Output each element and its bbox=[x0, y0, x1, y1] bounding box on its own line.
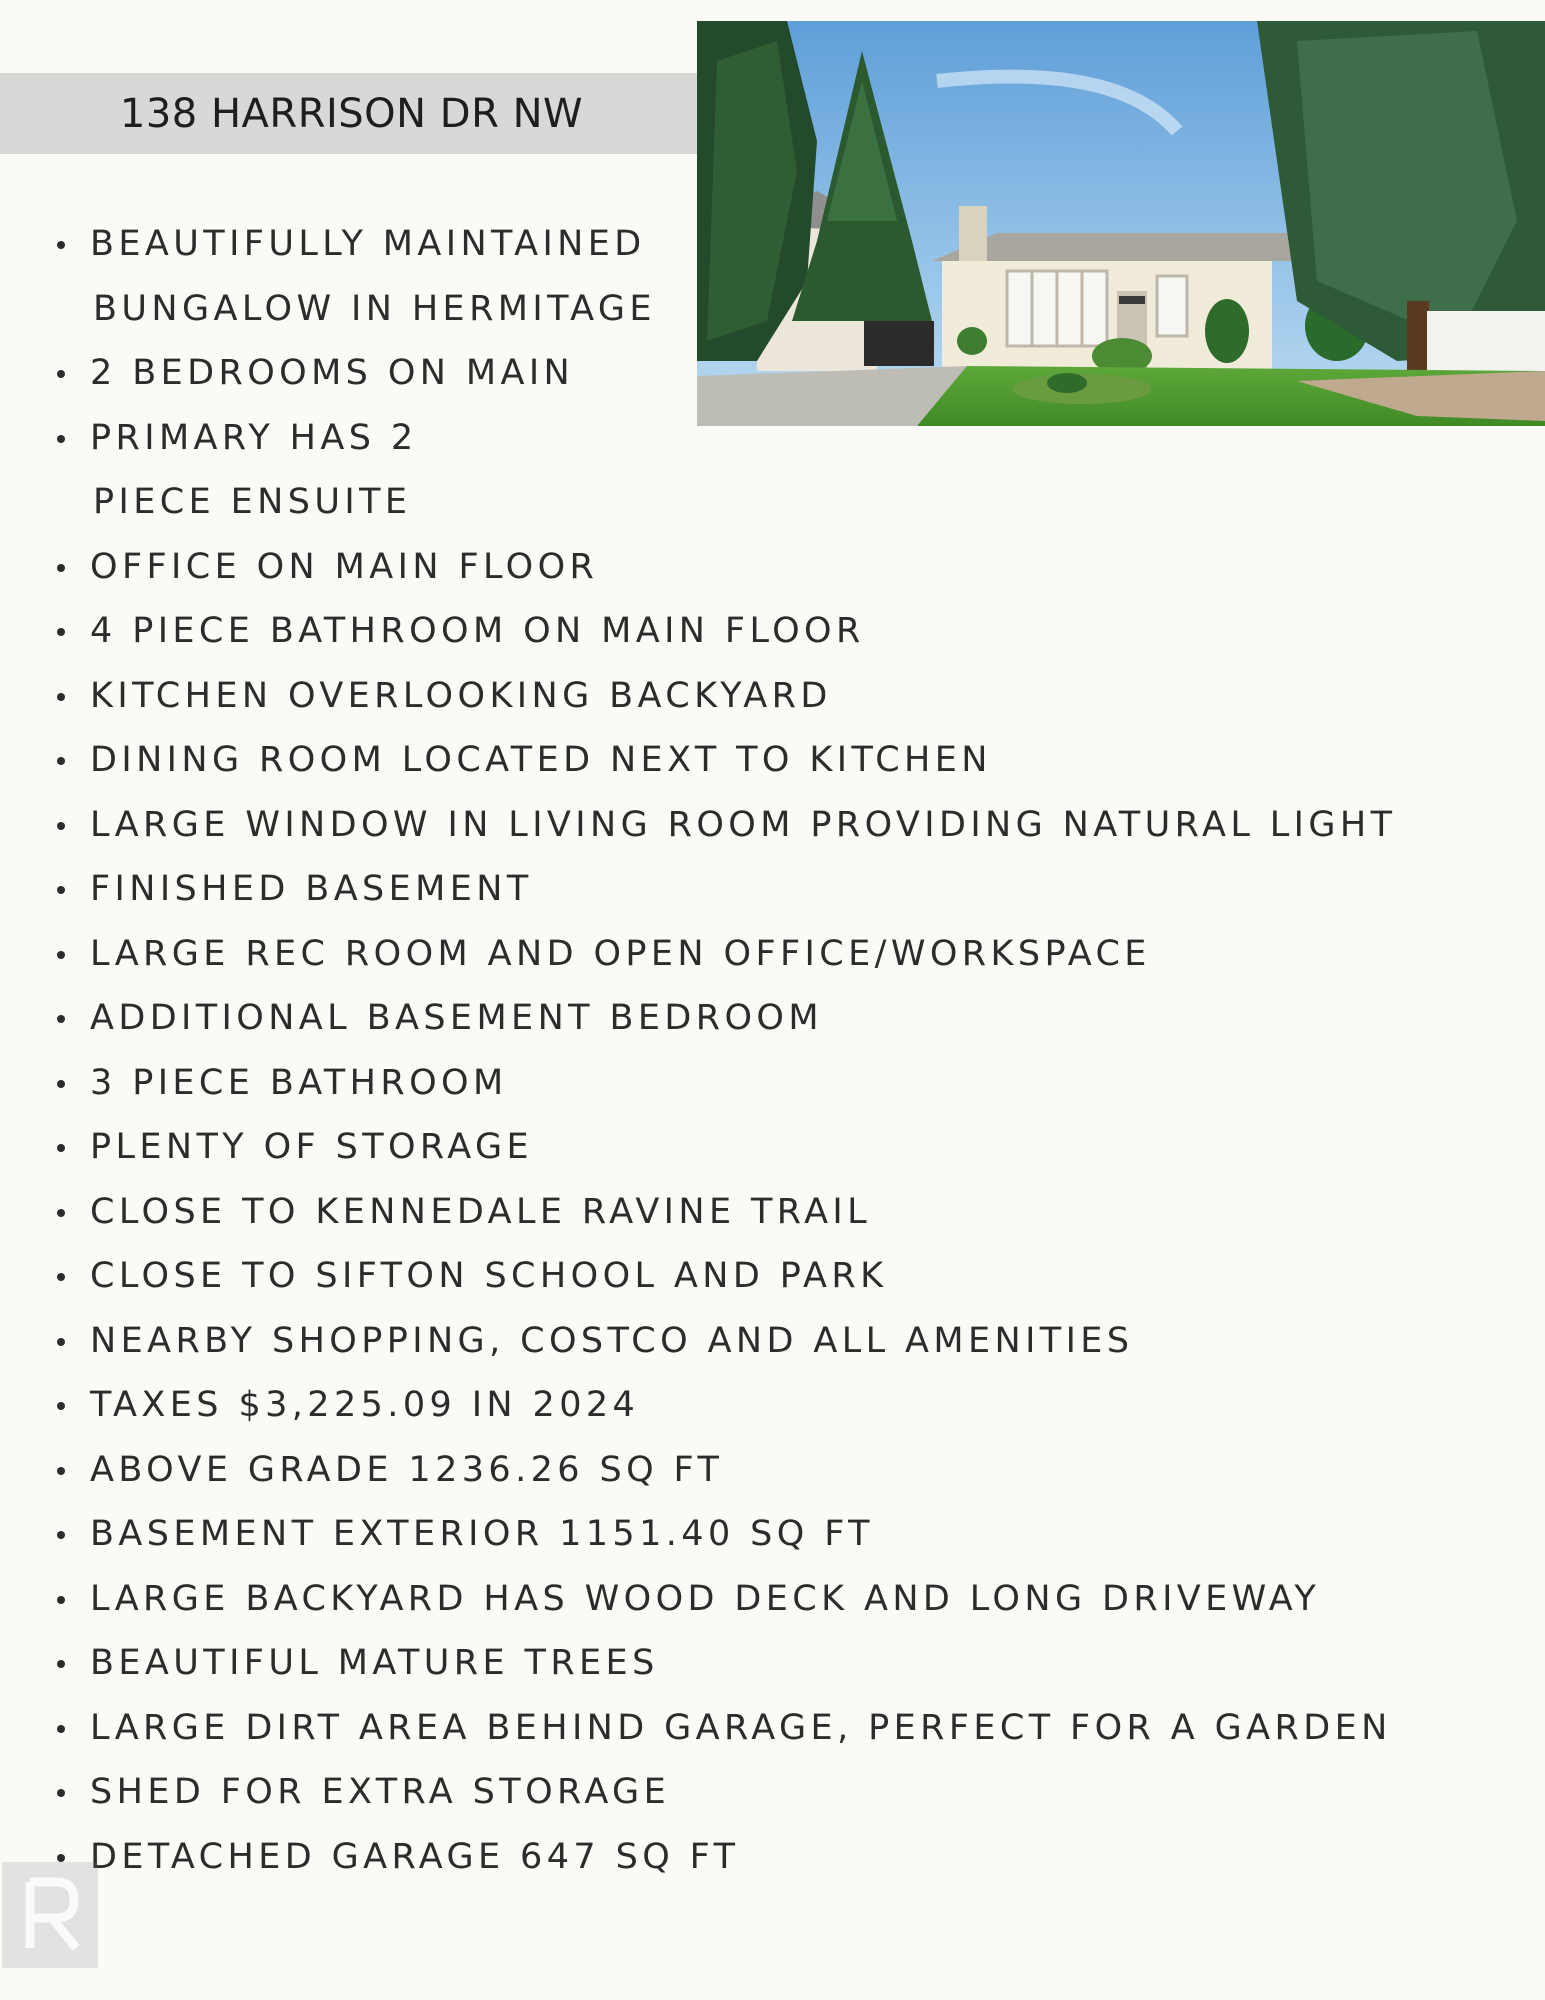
feature-item bbox=[0, 664, 1396, 729]
feature-item bbox=[0, 599, 1396, 664]
feature-item bbox=[0, 1180, 1396, 1245]
feature-text: 4 PIECE BATHROOM ON MAIN FLOOR bbox=[90, 611, 865, 651]
feature-text: CLOSE TO KENNEDALE RAVINE TRAIL bbox=[90, 1191, 872, 1232]
feature-item bbox=[0, 535, 1396, 600]
feature-item bbox=[0, 212, 1396, 341]
feature-text: BASEMENT EXTERIOR 1151.40 SQ FT bbox=[90, 1514, 874, 1554]
feature-text: DINING ROOM LOCATED NEXT TO KITCHEN bbox=[90, 740, 992, 780]
feature-item bbox=[0, 1567, 1396, 1632]
feature-text: BUNGALOW IN HERMITAGE bbox=[93, 288, 656, 329]
feature-item bbox=[0, 406, 1396, 535]
feature-text: CLOSE TO SIFTON SCHOOL AND PARK bbox=[90, 1256, 888, 1296]
feature-item bbox=[0, 1760, 1396, 1825]
feature-item bbox=[0, 1373, 1396, 1438]
feature-item bbox=[0, 857, 1396, 922]
feature-text: PLENTY OF STORAGE bbox=[90, 1127, 534, 1167]
feature-item bbox=[0, 1244, 1396, 1309]
feature-item bbox=[0, 341, 1396, 406]
feature-text: SHED FOR EXTRA STORAGE bbox=[90, 1772, 671, 1812]
feature-item bbox=[0, 1631, 1396, 1696]
feature-text: 3 PIECE BATHROOM bbox=[90, 1062, 508, 1103]
realtor-logo bbox=[2, 1862, 98, 1968]
feature-text: TAXES $3,225.09 IN 2024 bbox=[90, 1385, 640, 1425]
feature-text: FINISHED BASEMENT bbox=[90, 869, 533, 909]
feature-list bbox=[0, 212, 1396, 1889]
feature-text: 2 BEDROOMS ON MAIN bbox=[90, 353, 575, 393]
feature-text: PRIMARY HAS 2 bbox=[90, 417, 418, 458]
feature-item bbox=[0, 793, 1396, 858]
page-title: 138 HARRISON DR NW bbox=[119, 90, 584, 137]
feature-text: PIECE ENSUITE bbox=[93, 482, 412, 522]
feature-text: ADDITIONAL BASEMENT BEDROOM bbox=[90, 998, 823, 1038]
feature-text: ABOVE GRADE 1236.26 SQ FT bbox=[90, 1449, 724, 1490]
feature-text: BEAUTIFUL MATURE TREES bbox=[90, 1643, 659, 1683]
feature-item bbox=[0, 1502, 1396, 1567]
feature-text: BEAUTIFULLY MAINTAINED bbox=[90, 224, 646, 264]
feature-item bbox=[0, 1051, 1396, 1116]
feature-item bbox=[0, 1696, 1396, 1761]
feature-item bbox=[0, 1115, 1396, 1180]
feature-item bbox=[0, 1825, 1396, 1890]
feature-item bbox=[0, 1438, 1396, 1503]
address-banner bbox=[0, 73, 697, 154]
feature-text: DETACHED GARAGE 647 SQ FT bbox=[90, 1836, 740, 1877]
feature-item bbox=[0, 986, 1396, 1051]
feature-text: KITCHEN OVERLOOKING BACKYARD bbox=[90, 675, 832, 716]
feature-item bbox=[0, 728, 1396, 793]
feature-item bbox=[0, 1309, 1396, 1374]
feature-text: NEARBY SHOPPING, COSTCO AND ALL AMENITIES bbox=[90, 1320, 1134, 1361]
feature-text: OFFICE ON MAIN FLOOR bbox=[90, 546, 599, 587]
feature-text: LARGE BACKYARD HAS WOOD DECK AND LONG DRIVEWAY bbox=[90, 1578, 1321, 1619]
feature-item bbox=[0, 922, 1396, 987]
feature-text: LARGE DIRT AREA BEHIND GARAGE, PERFECT FOR A GARDEN bbox=[90, 1707, 1392, 1748]
feature-text: LARGE REC ROOM AND OPEN OFFICE/WORKSPACE bbox=[90, 933, 1151, 974]
feature-text: LARGE WINDOW IN LIVING ROOM PROVIDING NATURAL LIGHT bbox=[90, 804, 1397, 845]
